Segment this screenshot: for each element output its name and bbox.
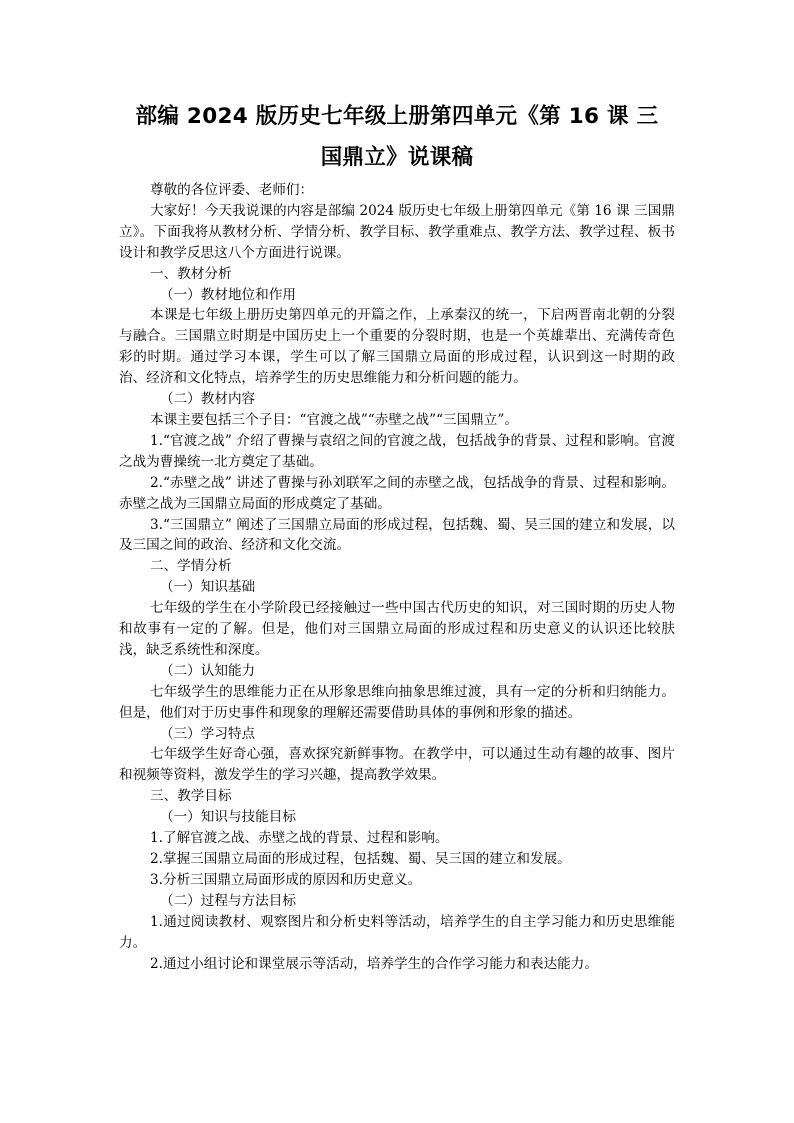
body-paragraph: 七年级学生好奇心强，喜欢探究新鲜事物。在教学中，可以通过生动有趣的故事、图片和视频等资料，激发学生的学习兴趣，提高教学效果。	[119, 746, 675, 784]
list-item: 1.“官渡之战” 介绍了曹操与袁绍之间的官渡之战，包括战争的背景、过程和影响。官渡之战为曹操统一北方奠定了基础。	[119, 432, 675, 470]
list-item: 3.“三国鼎立” 阐述了三国鼎立局面的形成过程，包括魏、蜀、吴三国的建立和发展，以及三国之间的政治、经济和文化交流。	[119, 516, 675, 554]
document-title	[119, 96, 675, 178]
document-page	[119, 96, 675, 974]
title-line-2: 国鼎立》说课稿	[320, 145, 474, 170]
list-item: 3.分析三国鼎立局面形成的原因和历史意义。	[150, 871, 422, 888]
subsection-heading: （一）知识基础	[160, 579, 256, 596]
body-paragraph: 本课是七年级上册历史第四单元的开篇之作，上承秦汉的统一，下启两晋南北朝的分裂与融合。三国鼎立时期是中国历史上一个重要的分裂时期，也是一个英雄辈出、充满传奇色彩的时期。通过学习本课，学生可以了解三国鼎立局面的形成过程，认识到这一时期的政治、经济和文化特点，培养学生的历史思维能力和分析问题的能力。	[119, 307, 675, 387]
greeting: 尊敬的各位评委、老师们：	[150, 182, 314, 198]
subsection-heading: （二）教材内容	[160, 391, 256, 408]
subsection-heading: （三）学习特点	[160, 725, 256, 742]
section-heading: 二、学情分析	[150, 558, 232, 575]
list-item: 2.“赤壁之战” 讲述了曹操与孙刘联军之间的赤壁之战，包括战争的背景、过程和影响。赤壁之战为三国鼎立局面的形成奠定了基础。	[119, 474, 675, 512]
subsection-heading: （一）教材地位和作用	[160, 286, 296, 303]
body-paragraph: 七年级学生的思维能力正在从形象思维向抽象思维过渡，具有一定的分析和归纳能力。但是，他们对于历史事件和现象的理解还需要借助具体的事例和形象的描述。	[119, 683, 675, 721]
list-item: 1.通过阅读教材、观察图片和分析史料等活动，培养学生的自主学习能力和历史思维能力。	[119, 913, 675, 951]
intro-paragraph: 大家好！今天我说课的内容是部编 2024 版历史七年级上册第四单元《第 16 课 三国鼎立》。下面我将从教材分析、学情分析、教学目标、教学重难点、教学方法、教学过程、板书设计和教学反思这八个方面进行说课。	[119, 202, 675, 261]
list-item: 2.掌握三国鼎立局面的形成过程，包括魏、蜀、吴三国的建立和发展。	[150, 851, 571, 867]
body-paragraph: 七年级的学生在小学阶段已经接触过一些中国古代历史的知识，对三国时期的历史人物和故事有一定的了解。但是，他们对三国鼎立局面的形成过程和历史意义的认识还比较肤浅，缺乏系统性和深度。	[119, 600, 675, 658]
subsection-heading: （一）知识与技能目标	[160, 809, 296, 826]
subsection-heading: （二）过程与方法目标	[160, 892, 296, 909]
title-line-1: 部编 2024 版历史七年级上册第四单元《第 16 课 三	[135, 104, 659, 129]
section-heading: 三、教学目标	[150, 788, 232, 805]
list-item: 1.了解官渡之战、赤壁之战的背景、过程和影响。	[150, 830, 449, 847]
body-paragraph: 本课主要包括三个子目：“官渡之战”“赤壁之战”“三国鼎立”。	[150, 411, 518, 428]
list-item: 2.通过小组讨论和课堂展示等活动，培养学生的合作学习能力和表达能力。	[150, 955, 598, 972]
section-heading: 一、教材分析	[150, 265, 232, 282]
subsection-heading: （二）认知能力	[160, 662, 256, 679]
document-body	[119, 180, 675, 974]
